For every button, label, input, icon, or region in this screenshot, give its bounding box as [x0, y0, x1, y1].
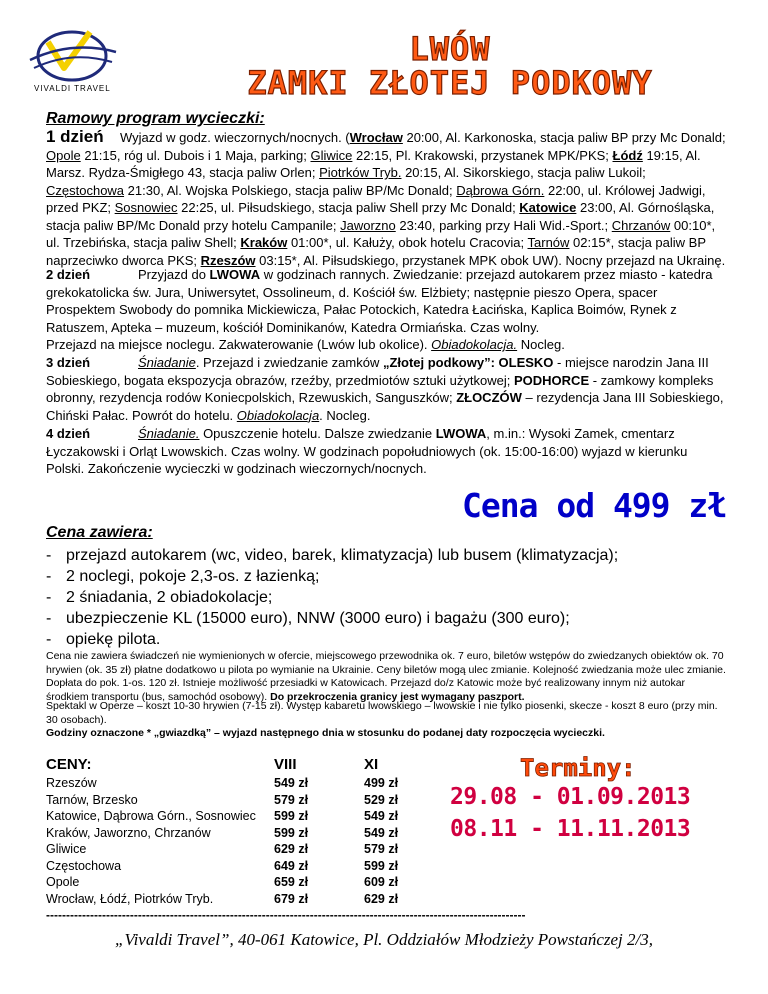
- day1-text: 00:10*, ul. Trzebińska, stacja paliw Shell;: [46, 217, 716, 250]
- list-item: - opiekę pilota.: [46, 631, 161, 648]
- day3-meal: Śniadanie: [138, 355, 196, 370]
- day2-text: w godzinach rannych. Zwiedzanie: przejazd autokarem przez miasto - katedra grekokatolicka św. Jura, Uniwersytet, Ossolineum, d. Kościół św. Elżbiety; następnie pieszo Opera, spacer Prospektem Swobody do pomnika Mickiewicza, Pałac Potockich, Katedra Łacińska, Kaplica Boimów, Rynek z Ratuszem, Apteka – muzeum, kościół Dominikanów, Katedra Ormiańska. Czas wolny.: [46, 267, 713, 335]
- day1-text: 22:00, ul. Królowej Jadwigi, przed PKZ;: [46, 182, 706, 215]
- day3-text: – rezydencja Jana III Sobieskiego, Chiński Pałac. Powrót do hotelu.: [46, 390, 724, 423]
- term-date: 29.08 - 01.09.2013: [450, 784, 691, 810]
- day3-text: - miejsce narodzin Jana III Sobieskiego, bogata ekspozycja obrazów, rzeźby, przedmiotów sztuki użytkowej;: [46, 355, 709, 388]
- price-row-xi: 599 zł: [364, 858, 399, 873]
- stop-city: Rzeszów: [200, 252, 256, 268]
- list-item: - 2 noclegi, pokoje 2,3-os. z łazienką;: [46, 568, 320, 585]
- separator-line: ------------------------------------------------------------------------------------------------------------------------: [46, 908, 526, 922]
- terms-heading: Terminy:: [520, 754, 636, 782]
- includes-heading: Cena zawiera:: [46, 524, 153, 541]
- term-date: 08.11 - 11.11.2013: [450, 816, 691, 842]
- day1-label: 1 dzień: [46, 127, 104, 146]
- price-row-viii: 549 zł: [274, 776, 309, 790]
- day1-text: 22:25, ul. Piłsudskiego, stacja paliw Shell przy Mc Donald;: [177, 200, 520, 215]
- logo-text: VIVALDI TRAVEL: [34, 84, 111, 93]
- price-row-xi: 579 zł: [364, 842, 399, 856]
- day1-text: 23:40, parking przy Hali Wid.-Sport.;: [395, 217, 612, 233]
- stop-city: Jaworzno: [340, 217, 396, 233]
- footer-address: „Vivaldi Travel”, 40-061 Katowice, Pl. Oddziałów Młodzieży Powstańczej 2/3,: [115, 930, 653, 949]
- price-row-viii: 579 zł: [274, 792, 309, 807]
- price-row-viii: 599 zł: [274, 825, 309, 840]
- passport-note: Do przekroczenia granicy jest wymagany paszport.: [270, 690, 525, 703]
- day3-label: 3 dzień: [46, 355, 91, 370]
- list-item: - przejazd autokarem (wc, video, barek, klimatyzacja) lub busem (klimatyzacja);: [46, 547, 619, 564]
- price-row-xi: 549 zł: [364, 809, 399, 823]
- day1-text: 03:15*, Al. Piłsudskiego, przystanek MPK obok UW). Nocny przejazd na Ukrainę.: [255, 252, 726, 268]
- day3-bold: „Złotej podkowy”: OLESKO: [382, 355, 554, 370]
- notes-paragraph-1: [46, 650, 726, 704]
- price-row-city: Tarnów, Brzesko: [46, 792, 138, 807]
- program-heading: Ramowy program wycieczki:: [46, 110, 265, 127]
- day1-paragraph: [46, 128, 726, 269]
- notes-paragraph-2: Spektakl w Operze – koszt 10-30 hrywien (7-15 zł). Występ kabaretu lwowskiego – lwowskie i nie tylko piosenki, skecze - koszt 8 euro (przy min. 30 osobach).: [46, 700, 718, 726]
- day4-meal: Śniadanie.: [138, 426, 200, 441]
- notes-text: Cena nie zawiera świadczeń nie wymienionych w ofercie, miejscowego przewodnika ok. 7 euro, biletów wstępów do zwiedzanych obiektów ok. 70 hrywien (ok. 35 zł) płatne dodatkowo u pilota po wymianie na Ukrainie. Ceny biletów mogą ulec zmianie. Kolejność zwiedzania może ulec zmianie. Dopłata do pok. 1-os. 120 zł. Istnieje możliwość przesiadki w Katowicach. Przejazd do/z Katowic może być realizowany innym niż autokar środkiem transportu (bus, samochód osobowy).: [46, 650, 726, 703]
- title-line-1: LWÓW: [409, 30, 491, 68]
- day4-paragraph: [46, 425, 726, 478]
- price-row-city: Kraków, Jaworzno, Chrzanów: [46, 825, 211, 840]
- list-item: - 2 śniadania, 2 obiadokolacje;: [46, 589, 273, 606]
- includes-list: [46, 545, 618, 650]
- column-viii: VIII: [274, 756, 297, 773]
- day1-text: 02:15*, stacja paliw BP naprzeciwko dworca PKS;: [46, 235, 706, 268]
- price-row-city: Gliwice: [46, 842, 87, 856]
- price-row-xi: 549 zł: [364, 825, 399, 840]
- day1-text: 19:15, Al. Marsz. Rydza-Śmigłego 43, stacja paliw Orlen;: [46, 147, 701, 180]
- vivaldi-travel-logo: [20, 22, 130, 100]
- stop-city: Kraków: [240, 235, 288, 250]
- day4-bold: LWOWA: [435, 426, 487, 441]
- price-row-viii: 599 zł: [274, 809, 309, 823]
- stop-city: Częstochowa: [46, 182, 125, 198]
- day2-text: Przejazd na miejsce noclegu. Zakwaterowanie (Lwów lub okolice).: [46, 337, 432, 352]
- day4-label: 4 dzień: [46, 426, 91, 441]
- price-row-xi: 629 zł: [364, 891, 399, 906]
- day3-bold: PODHORCE: [514, 372, 590, 388]
- list-item-text: ubezpieczenie KL (15000 euro), NNW (3000 euro) i bagażu (300 euro);: [66, 610, 570, 627]
- day1-text: 21:30, Al. Wojska Polskiego, stacja paliw BP/Mc Donald;: [124, 182, 457, 198]
- stop-city: Dąbrowa Górn.: [456, 182, 545, 198]
- day3-text: - zamkowy kompleks obronny, rezydencja rodów Koniecpolskich, Rzewuskich, Sanguszków;: [46, 372, 714, 405]
- day2-label: 2 dzień: [46, 267, 91, 282]
- day2-bold: LWOWA: [209, 267, 261, 282]
- day1-text: 21:15, róg ul. Dubois i 1 Maja, parking;: [80, 147, 311, 163]
- price-row-viii: 679 zł: [274, 891, 309, 906]
- day3-text: . Nocleg.: [319, 407, 371, 423]
- column-xi: XI: [364, 756, 379, 773]
- price-row-xi: 529 zł: [364, 792, 399, 807]
- day1-text: 20:00, Al. Karkonoska, stacja paliw BP przy Mc Donald;: [402, 130, 726, 145]
- list-item-text: przejazd autokarem (wc, video, barek, klimatyzacja) lub busem (klimatyzacja);: [66, 547, 619, 564]
- day3-meal: Obiadokolacja: [236, 407, 320, 423]
- price-row-xi: 609 zł: [364, 875, 399, 889]
- title-line-2: ZAMKI ZŁOTEJ PODKOWY: [247, 64, 653, 102]
- day3-paragraph: [46, 354, 726, 424]
- price-row-city: Wrocław, Łódź, Piotrków Tryb.: [46, 891, 214, 906]
- stop-city: Łódź: [612, 147, 643, 163]
- day2-paragraph: [46, 266, 726, 354]
- price-row-viii: 629 zł: [274, 842, 309, 856]
- day3-bold: ZŁOCZÓW: [456, 390, 522, 405]
- price-from: Cena od 499 zł: [462, 486, 727, 525]
- day1-text: 20:15, Al. Sikorskiego, stacja paliw Lukoil;: [401, 165, 646, 180]
- notes-paragraph-3: Godziny oznaczone * „gwiazdką” – wyjazd następnego dnia w stosunku do podanej daty rozpoczęcia wycieczki.: [46, 727, 605, 739]
- price-row-city: Częstochowa: [46, 858, 122, 873]
- price-table-header: CENY:: [46, 756, 92, 773]
- price-row-city: Opole: [46, 875, 80, 889]
- price-row-city: Katowice, Dąbrowa Górn., Sosnowiec: [46, 809, 256, 823]
- stop-city: Tarnów: [527, 235, 570, 250]
- price-row-viii: 649 zł: [274, 858, 309, 873]
- day1-text: 23:00, Al. Górnośląska, stacja paliw BP/Mc Donald przy hotelu Campanile;: [46, 200, 715, 233]
- stop-city: Opole: [46, 147, 81, 163]
- day3-text: . Przejazd i zwiedzanie zamków: [195, 355, 383, 370]
- stop-city: Wrocław: [349, 130, 403, 145]
- price-row-city: Rzeszów: [46, 776, 97, 790]
- day4-text: , m.in.: Wysoki Zamek, cmentarz Łyczakowski i Orląt Lwowskich. Czas wolny. W godzinach popołudniowych (ok. 15:00-16:00) wyjazd w kierunku Polski. Zakończenie wycieczki w godzinach wieczornych/nocnych.: [46, 426, 688, 476]
- stop-city: Piotrków Tryb.: [319, 165, 402, 180]
- stop-city: Gliwice: [310, 147, 353, 163]
- stop-city: Chrzanów: [611, 217, 671, 233]
- list-item: - ubezpieczenie KL (15000 euro), NNW (3000 euro) i bagażu (300 euro);: [46, 610, 570, 627]
- day2-text: Nocleg.: [517, 337, 565, 352]
- day1-text: Wyjazd w godz. wieczornych/nocnych. (: [120, 130, 350, 145]
- day4-text: Opuszczenie hotelu. Dalsze zwiedzanie: [199, 426, 436, 441]
- stop-city: Katowice: [519, 200, 577, 215]
- price-row-xi: 499 zł: [364, 776, 399, 790]
- day1-text: 01:00*, ul. Kałuży, obok hotelu Cracovia;: [287, 235, 528, 250]
- price-row-viii: 659 zł: [274, 875, 309, 889]
- list-item-text: opiekę pilota.: [66, 631, 161, 648]
- day1-text: 22:15, Pl. Krakowski, przystanek MPK/PKS;: [352, 147, 613, 163]
- day2-meal: Obiadokolacja.: [431, 337, 518, 352]
- stop-city: Sosnowiec: [114, 200, 178, 215]
- list-item-text: 2 noclegi, pokoje 2,3-os. z łazienką;: [66, 568, 320, 585]
- day2-text: Przyjazd do: [138, 267, 210, 282]
- list-item-text: 2 śniadania, 2 obiadokolacje;: [66, 589, 273, 606]
